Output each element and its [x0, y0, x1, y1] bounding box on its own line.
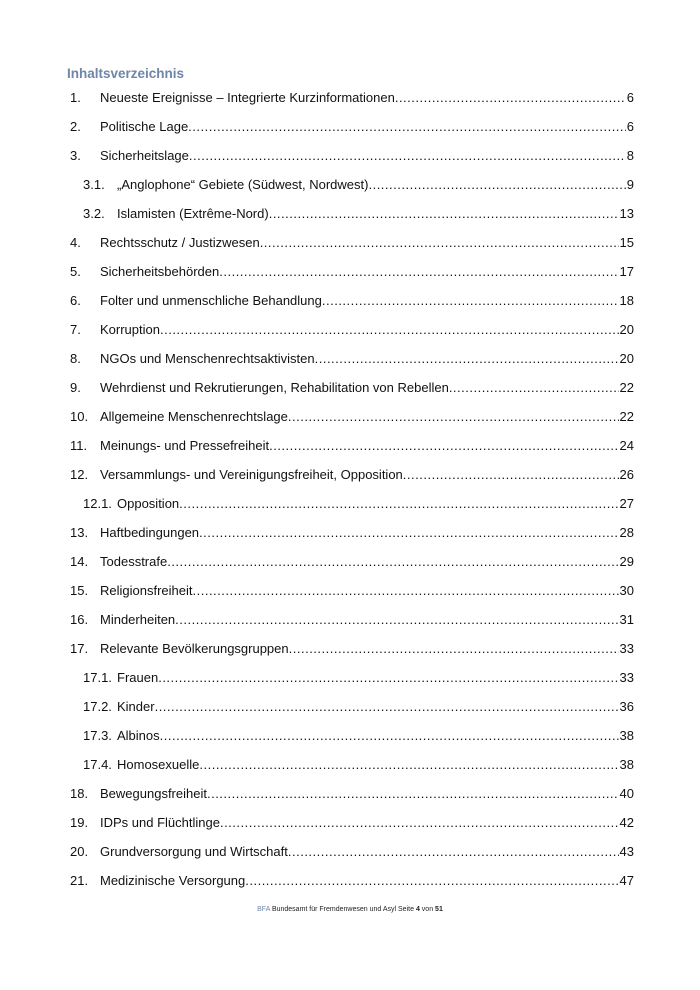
toc-heading: Inhaltsverzeichnis [67, 66, 185, 81]
toc-entry-number: 2. [70, 119, 81, 134]
toc-entry[interactable] [70, 465, 634, 494]
toc-entry-title: Medizinische Versorgung [100, 873, 246, 888]
toc-entry[interactable] [70, 233, 634, 262]
toc-entry-title: Religionsfreiheit [100, 583, 193, 598]
toc-entry-page: 38 [619, 728, 634, 743]
toc-entry-title: Sicherheitslage [100, 148, 189, 163]
toc-leader-dots [179, 494, 618, 514]
toc-entry-page: 47 [619, 873, 634, 888]
toc-entry-page: 22 [619, 409, 634, 424]
toc-entry-title: Wehrdienst und Rekrutierungen, Rehabilitation von Rebellen [100, 380, 449, 395]
toc-entry-title: Opposition [117, 496, 180, 511]
toc-entry-title: Relevante Bevölkerungsgruppen [100, 641, 289, 656]
toc-entry-page: 31 [619, 612, 634, 627]
toc-entry[interactable] [70, 320, 634, 349]
toc-leader-dots [322, 291, 619, 311]
toc-leader-dots [269, 436, 618, 456]
toc-entry-number: 7. [70, 322, 81, 337]
toc-entry-number: 17.2. [83, 699, 112, 714]
toc-entry[interactable] [70, 813, 634, 842]
toc-entry[interactable] [70, 494, 634, 523]
footer-of-label: von [421, 906, 434, 913]
toc-entry-title: Politische Lage [100, 119, 189, 134]
table-of-contents [70, 88, 634, 900]
toc-entry[interactable] [70, 291, 634, 320]
toc-entry[interactable] [70, 755, 634, 784]
toc-entry-title: Meinungs- und Pressefreiheit [100, 438, 270, 453]
footer-org: Bundesamt für Fremdenwesen und Asyl [271, 906, 397, 913]
toc-entry[interactable] [70, 204, 634, 233]
toc-entry-number: 11. [70, 438, 88, 453]
toc-leader-dots [167, 552, 618, 572]
toc-leader-dots [368, 175, 625, 195]
toc-entry-page: 33 [619, 641, 634, 656]
toc-leader-dots [189, 146, 626, 166]
toc-entry[interactable] [70, 842, 634, 871]
toc-entry[interactable] [70, 436, 634, 465]
toc-entry[interactable] [70, 784, 634, 813]
toc-entry-number: 17.4. [83, 757, 112, 772]
toc-entry-title: Haftbedingungen [100, 525, 200, 540]
toc-entry[interactable] [70, 407, 634, 436]
toc-leader-dots [395, 88, 626, 108]
footer-brand: BFA [257, 906, 270, 913]
toc-entry[interactable] [70, 117, 634, 146]
toc-entry-page: 29 [619, 554, 634, 569]
toc-entry[interactable] [70, 523, 634, 552]
toc-entry-title: Neueste Ereignisse – Integrierte Kurzinformationen [100, 90, 395, 105]
footer-page-number: 4 [415, 906, 420, 913]
toc-leader-dots [315, 349, 619, 369]
toc-leader-dots [199, 755, 618, 775]
toc-leader-dots [220, 813, 619, 833]
toc-entry-number: 5. [70, 264, 81, 279]
toc-entry-page: 13 [619, 206, 634, 221]
toc-entry[interactable] [70, 639, 634, 668]
toc-leader-dots [288, 842, 619, 862]
toc-entry-page: 6 [626, 90, 634, 105]
toc-entry-page: 28 [619, 525, 634, 540]
toc-entry-page: 40 [619, 786, 634, 801]
toc-leader-dots [160, 726, 619, 746]
toc-entry-page: 38 [619, 757, 634, 772]
toc-entry-page: 20 [619, 351, 634, 366]
toc-entry[interactable] [70, 697, 634, 726]
toc-entry-title: Versammlungs- und Vereinigungsfreiheit, Opposition [100, 467, 403, 482]
toc-entry[interactable] [70, 726, 634, 755]
footer-page-label: Seite [398, 906, 414, 913]
toc-leader-dots [188, 117, 626, 137]
toc-leader-dots [193, 581, 619, 601]
toc-entry-page: 30 [619, 583, 634, 598]
toc-leader-dots [219, 262, 618, 282]
toc-leader-dots [289, 639, 619, 659]
toc-entry[interactable] [70, 871, 634, 900]
toc-entry-title: Minderheiten [100, 612, 176, 627]
toc-leader-dots [207, 784, 619, 804]
toc-entry-page: 24 [619, 438, 634, 453]
toc-entry[interactable] [70, 146, 634, 175]
toc-entry-page: 27 [619, 496, 634, 511]
toc-entry-number: 10. [70, 409, 89, 424]
toc-entry[interactable] [70, 262, 634, 291]
toc-entry-title: Korruption [100, 322, 160, 337]
toc-entry-number: 19. [70, 815, 89, 830]
toc-entry-title: „Anglophone“ Gebiete (Südwest, Nordwest) [117, 177, 369, 192]
toc-entry[interactable] [70, 668, 634, 697]
toc-entry-page: 22 [619, 380, 634, 395]
toc-entry-title: Grundversorgung und Wirtschaft [100, 844, 288, 859]
toc-leader-dots [269, 204, 619, 224]
toc-leader-dots [160, 320, 619, 340]
toc-entry-title: Todesstrafe [100, 554, 168, 569]
toc-entry[interactable] [70, 552, 634, 581]
toc-entry-page: 17 [619, 264, 634, 279]
toc-entry[interactable] [70, 349, 634, 378]
toc-entry-title: Homosexuelle [117, 757, 200, 772]
toc-entry-number: 16. [70, 612, 89, 627]
toc-entry-number: 17.1. [83, 670, 112, 685]
toc-entry-number: 12. [70, 467, 89, 482]
toc-entry-number: 1. [70, 90, 81, 105]
toc-leader-dots [288, 407, 619, 427]
toc-entry[interactable] [70, 610, 634, 639]
toc-leader-dots [449, 378, 619, 398]
toc-entry-page: 36 [619, 699, 634, 714]
toc-entry-page: 18 [619, 293, 634, 308]
toc-entry[interactable] [70, 581, 634, 610]
toc-entry-number: 13. [70, 525, 89, 540]
toc-entry-page: 43 [619, 844, 634, 859]
toc-entry[interactable] [70, 175, 634, 204]
toc-entry-title: Kinder [117, 699, 155, 714]
footer-page-total: 51 [435, 906, 443, 913]
toc-entry-number: 20. [70, 844, 89, 859]
toc-entry-number: 15. [70, 583, 89, 598]
toc-entry-title: Frauen [117, 670, 159, 685]
toc-entry-number: 4. [70, 235, 81, 250]
toc-entry-number: 14. [70, 554, 89, 569]
toc-leader-dots [155, 697, 619, 717]
toc-entry-number: 18. [70, 786, 89, 801]
toc-entry-number: 12.1. [83, 496, 112, 511]
toc-entry-title: Allgemeine Menschenrechtslage [100, 409, 288, 424]
toc-entry-number: 9. [70, 380, 81, 395]
toc-entry-number: 17. [70, 641, 89, 656]
toc-leader-dots [260, 233, 619, 253]
toc-entry-page: 33 [619, 670, 634, 685]
toc-entry-title: IDPs und Flüchtlinge [100, 815, 220, 830]
toc-leader-dots [158, 668, 618, 688]
toc-entry-page: 15 [619, 235, 634, 250]
toc-entry-title: Islamisten (Extrême-Nord) [117, 206, 269, 221]
toc-leader-dots [199, 523, 619, 543]
toc-entry-page: 8 [626, 148, 634, 163]
toc-entry-page: 26 [619, 467, 634, 482]
toc-entry-page: 20 [619, 322, 634, 337]
toc-entry[interactable] [70, 88, 634, 117]
toc-leader-dots [175, 610, 618, 630]
toc-entry-number: 3.1. [83, 177, 105, 192]
toc-entry-title: NGOs und Menschenrechtsaktivisten [100, 351, 315, 366]
toc-leader-dots [403, 465, 619, 485]
toc-entry-title: Bewegungsfreiheit [100, 786, 207, 801]
toc-entry-page: 42 [619, 815, 634, 830]
toc-entry-title: Sicherheitsbehörden [100, 264, 220, 279]
toc-entry-title: Folter und unmenschliche Behandlung [100, 293, 322, 308]
toc-entry-number: 3.2. [83, 206, 105, 221]
toc-entry-number: 8. [70, 351, 81, 366]
toc-entry-number: 21. [70, 873, 89, 888]
toc-entry[interactable] [70, 378, 634, 407]
toc-entry-number: 3. [70, 148, 81, 163]
toc-entry-title: Rechtsschutz / Justizwesen [100, 235, 260, 250]
toc-entry-title: Albinos [117, 728, 160, 743]
toc-leader-dots [245, 871, 618, 891]
toc-entry-number: 6. [70, 293, 81, 308]
toc-entry-page: 9 [626, 177, 634, 192]
toc-entry-number: 17.3. [83, 728, 112, 743]
toc-entry-page: 6 [626, 119, 634, 134]
page-footer [0, 906, 700, 913]
